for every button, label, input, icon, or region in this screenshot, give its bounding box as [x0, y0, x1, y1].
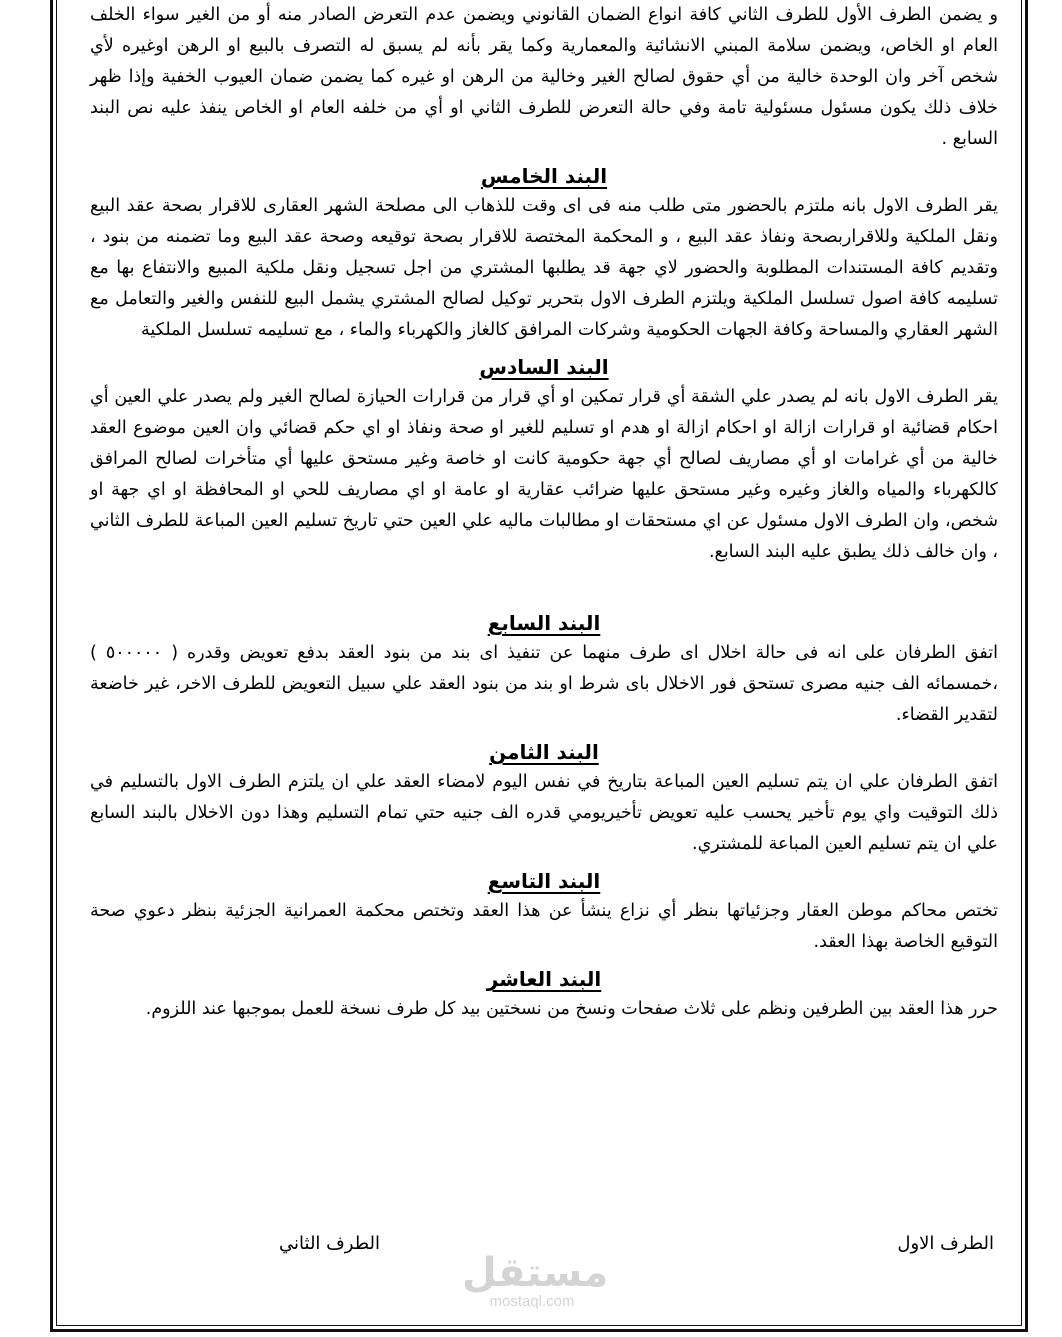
intro-paragraph: و يضمن الطرف الأول للطرف الثاني كافة انواع الضمان القانوني ويضمن عدم التعرض الصادر منه أو من الغير سواء الخلف العام او الخاص، ويضمن سلامة المبني الانشائية والمعمارية وكما يقر بأنه لم يسبق له التصرف بالبيع او الرهن اوغيره لأي شخص آخر وان الوحدة خالية من أي حقوق لصالح الغير وخالية من الرهن او غيره كما يضمن ضمان العيوب الخفية وإذا ظهر خلاف ذلك يكون مسئول مسئولية تامة وفي حالة التعرض للطرف الثاني او أي من خلفه العام او الخاص ينفذ عليه نص البند السابع .	[90, 5, 998, 149]
clause-8-text: اتفق الطرفان علي ان يتم تسليم العين المباعة بتاريخ في نفس اليوم لامضاء العقد علي ان يلتزم الطرف الاول بالتسليم في ذلك التوقيت واي يوم تأخير يحسب عليه تعويض تأخيريومي قدره الف جنيه حتي تمام التسليم وهذا دون الاخلال بالبند السابع علي ان يتم تسليم العين المباعة للمشتري.	[90, 772, 998, 854]
clause-10-title: البند العاشر	[486, 967, 602, 991]
clause-10-text: حرر هذا العقد بين الطرفين ونظم على ثلاث صفحات ونسخ من نسختين بيد كل طرف نسخة للعمل بموجبها عند اللزوم.	[145, 999, 998, 1019]
watermark-url: mostaql.com	[489, 1293, 575, 1310]
watermark-logo: مستقل	[462, 1250, 609, 1296]
spacer	[90, 568, 998, 602]
clause-5-title: البند الخامس	[480, 164, 608, 188]
clause-9-text: تختص محاكم موطن العقار وجزئياتها بنظر أي نزاع ينشأ عن هذا العقد وتختص محكمة العمرانية الجزئية بنظر دعوي صحة التوقيع الخاصة بهذا العقد.	[90, 901, 998, 952]
clause-9-title: البند التاسع	[487, 869, 601, 893]
clause-6-title: البند السادس	[479, 355, 609, 379]
first-party-signature-label: الطرف الاول	[897, 1233, 994, 1254]
clause-6-text: يقر الطرف الاول بانه لم يصدر علي الشقة أي قرار تمكين او أي قرار من قرارات الحيازة لصالح الغير ولم يصدر علي العين أي احكام قضائية او قرارات ازالة او احكام ازالة او هدم او تسليم للغير او صحة ونفاذ او اي حكم قضائي وان العين موضوع العقد خالية من أي غرامات او أي مصاريف لصالح أي جهة حكومية كانت او خاصة وغير مستحق عليها أي متأخرات لصالح المرافق كالكهرباء والمياه والغاز وغيره وغير مستحق عليها ضرائب عقارية او عامة او اي مصاريف للحي او المحافظة او اي جهة او شخص، وان الطرف الاول مسئول عن اي مستحقات او مطالبات ماليه علي العين حتي تاريخ تسليم العين المباعة للطرف الثاني ، وان خالف ذلك يطبق عليه البند السابع.	[90, 387, 998, 562]
clause-5-text: يقر الطرف الاول بانه ملتزم بالحضور متى طلب منه فى اى وقت للذهاب الى مصلحة الشهر العقارى للاقرار بصحة عقد البيع ونقل الملكية وللاقراربصحة ونفاذ عقد البيع ، و المحكمة المختصة للاقرار بصحة توقيعه وصحة عقد البيع وما تضمنه من بنود ، وتقديم كافة المستندات المطلوبة والحضور لاي جهة قد يطلبها المشتري من اجل تسجيل ونقل ملكية المبيع والانتفاع بها مع تسليمه كافة اصول تسلسل الملكية ويلتزم الطرف الاول بتحرير توكيل لصالح المشتري يشمل البيع للنفس والغير والتعامل مع الشهر العقاري والمساحة وكافة الجهات الحكومية وشركات المرافق كالغاز والكهرباء والماء ، مع تسليمه تسلسل الملكية	[90, 196, 998, 340]
clause-7-title: البند السابع	[487, 611, 601, 635]
clause-8-title: البند الثامن	[489, 740, 599, 764]
mostaql-watermark	[462, 1250, 609, 1310]
contract-body	[90, 0, 998, 1025]
clause-7-text: اتفق الطرفان على انه فى حالة اخلال اى طرف منهما عن تنفيذ اى بند من بنود العقد بدفع تعويض وقدره ( ٥٠٠٠٠٠ ) ،خمسمائه الف جنيه مصرى تستحق فور الاخلال باى شرط او بند من بنود العقد علي سبيل التعويض للطرف الاخر، غير خاضعة لتقدير القضاء.	[90, 643, 998, 725]
second-party-signature-label: الطرف الثاني	[279, 1233, 380, 1254]
